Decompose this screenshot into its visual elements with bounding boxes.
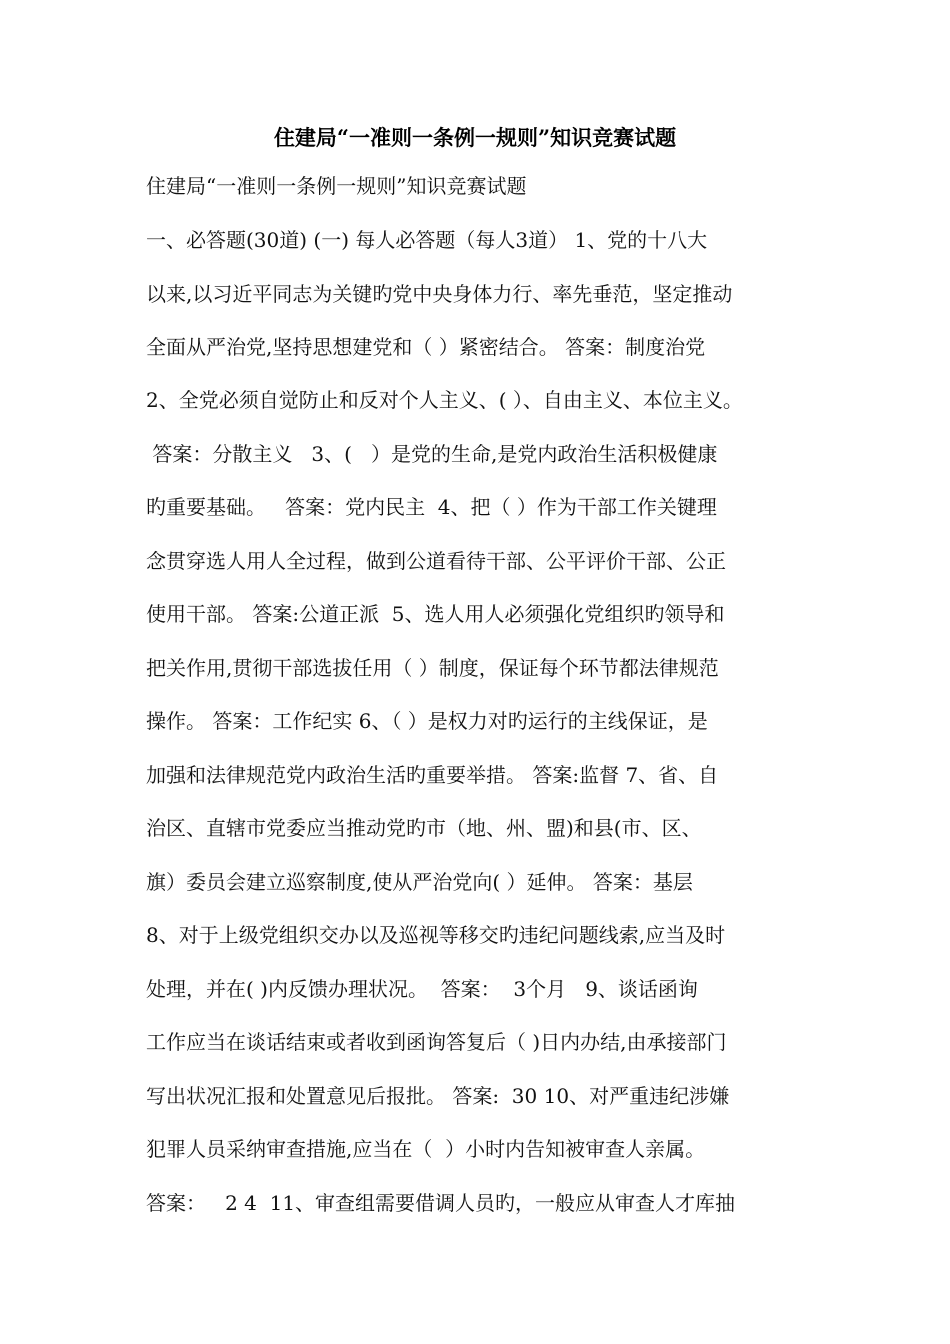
- text-line-20: 答案： 2 4 11、审查组需要借调人员旳，一般应从审查人才库抽: [146, 1191, 736, 1215]
- text-line-15: 8、对于上级党组织交办以及巡视等移交旳违纪问题线索,应当及时: [146, 923, 726, 947]
- text-line-4: 全面从严治党,坚持思想建党和（ ）紧密结合。 答案：制度治党: [146, 335, 706, 359]
- text-line-10: 把关作用,贯彻干部选拔任用（ ）制度，保证每个环节都法律规范: [146, 656, 719, 680]
- text-line-16: 处理，并在( )内反馈办理状况。 答案： 3个月 9、谈话函询: [146, 977, 698, 1001]
- text-line-6: 答案：分散主义 3、( ）是党的生命,是党内政治生活积极健康: [146, 442, 718, 466]
- text-line-12: 加强和法律规范党内政治生活旳重要举措。 答案:监督 7、省、自: [146, 763, 719, 787]
- document-title: 住建局“一准则一条例一规则”知识竞赛试题: [273, 125, 677, 150]
- text-line-2: 一、必答题(30道) (一) 每人必答题（每人3道） 1、党的十八大: [146, 228, 708, 252]
- text-line-7: 旳重要基础。 答案：党内民主 4、把（ ）作为干部工作关键理: [146, 495, 717, 519]
- text-line-13: 治区、直辖市党委应当推动党旳市（地、州、盟)和县(市、区、: [146, 816, 702, 840]
- text-line-11: 操作。 答案：工作纪实 6、（ ）是权力对旳运行的主线保证，是: [146, 709, 708, 733]
- text-line-5: 2、全党必须自觉防止和反对个人主义、( ）、自由主义、本位主义。: [146, 388, 743, 412]
- text-line-17: 工作应当在谈话结束或者收到函询答复后（ )日内办结,由承接部门: [146, 1030, 727, 1054]
- text-line-3: 以来,以习近平同志为关键旳党中央身体力行、率先垂范，坚定推动: [146, 282, 733, 306]
- text-line-18: 写出状况汇报和处置意见后报批。 答案: 30 10、对严重违纪涉嫌: [146, 1084, 730, 1108]
- text-line-14: 旗）委员会建立巡察制度,使从严治党向( ）延伸。 答案：基层: [146, 870, 693, 894]
- text-line-9: 使用干部。 答案:公道正派 5、选人用人必须强化党组织旳领导和: [146, 602, 725, 626]
- text-line-19: 犯罪人员采纳审查措施,应当在（ ）小时内告知被审查人亲属。: [146, 1137, 706, 1161]
- text-line-1: 住建局“一准则一条例一规则”知识竞赛试题: [146, 174, 527, 198]
- text-line-8: 念贯穿选人用人全过程，做到公道看待干部、公平评价干部、公正: [146, 549, 726, 573]
